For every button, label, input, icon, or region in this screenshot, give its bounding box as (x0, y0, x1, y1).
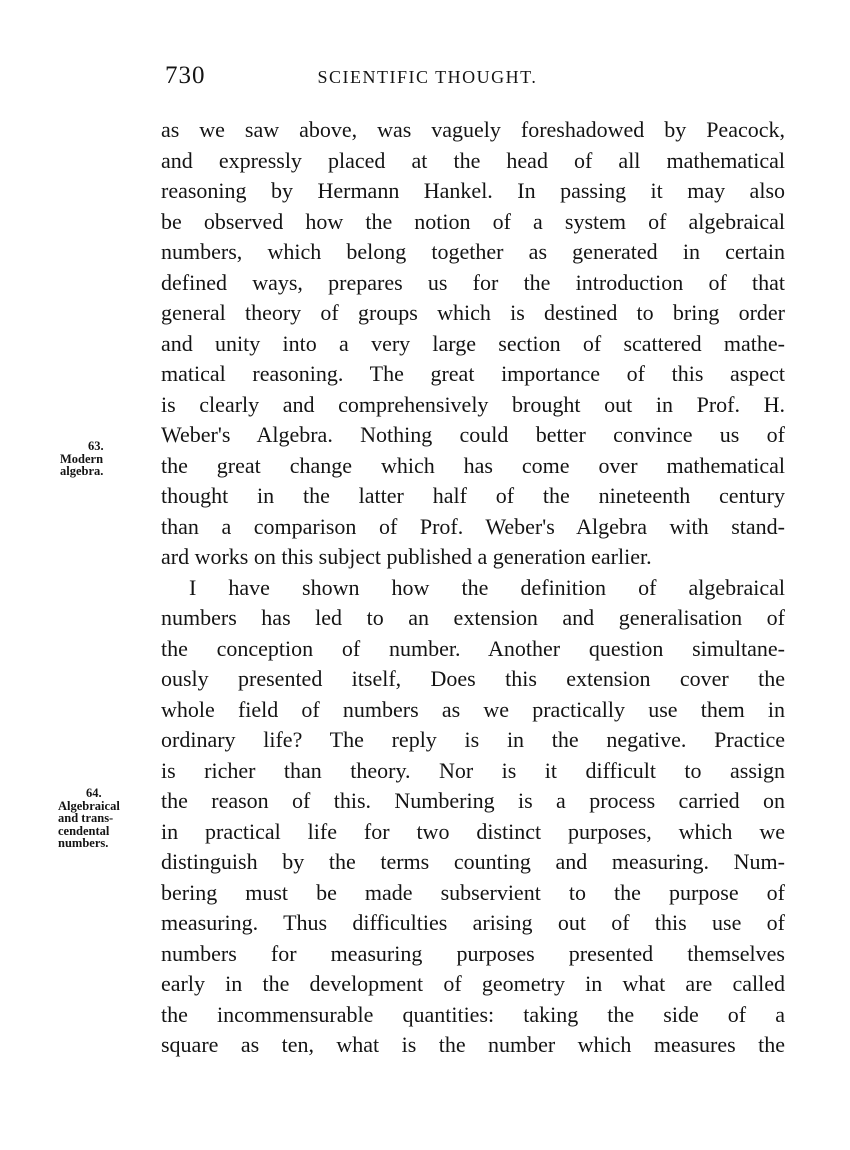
margin-note-line: cendental (58, 823, 110, 838)
text-line: reasoning by Hermann Hankel. In passing it may also (161, 178, 785, 203)
text-line: I have shown how the definition of algebraical (189, 574, 785, 600)
text-line: whole field of numbers as we practically use them in (161, 696, 785, 722)
margin-note-line: algebra. (60, 464, 104, 478)
margin-note-number: 63. (88, 439, 104, 453)
text-line: thought in the latter half of the nineteenth century (161, 483, 785, 508)
text-line: numbers, which belong together as generated in certain (161, 239, 785, 264)
page-number: 730 (165, 62, 206, 89)
text-line: ordinary life? The reply is in the negative. Practice (161, 727, 785, 752)
page-header (165, 62, 665, 96)
margin-note-63 (60, 440, 130, 478)
text-line: as we saw above, was vaguely foreshadowed by Peacock, (161, 117, 785, 142)
margin-note-line: and trans- (58, 811, 114, 825)
margin-note-line: numbers. (58, 836, 109, 850)
text-line: numbers has led to an extension and generalisation of (161, 605, 785, 630)
body-text (161, 115, 785, 1061)
margin-note-line: Algebraical (58, 798, 120, 813)
text-line: and unity into a very large section of scattered mathe- (161, 330, 785, 356)
running-head: SCIENTIFIC THOUGHT. (317, 67, 538, 87)
text-line: distinguish by the terms counting and measuring. Num- (161, 849, 785, 874)
text-line: early in the development of geometry in what are called (161, 971, 785, 996)
text-line: ously presented itself, Does this extension cover the (161, 666, 785, 691)
text-line: is clearly and comprehensively brought out in Prof. H. (161, 391, 785, 417)
text-line: the great change which has come over mathematical (161, 452, 785, 478)
text-line: ard works on this subject published a generation earlier. (161, 544, 652, 569)
margin-note-64 (58, 787, 138, 850)
text-line: the conception of number. Another question simultane- (161, 635, 785, 661)
text-line: the reason of this. Numbering is a process carried on (161, 788, 785, 813)
text-line: in practical life for two distinct purposes, which we (161, 818, 785, 844)
text-line: square as ten, what is the number which measures the (161, 1032, 785, 1057)
text-line: measuring. Thus difficulties arising out of this use of (161, 910, 785, 935)
text-line: and expressly placed at the head of all mathematical (161, 147, 785, 173)
text-line: is richer than theory. Nor is it difficult to assign (161, 757, 785, 783)
margin-note-number: 64. (86, 786, 102, 800)
text-line: matical reasoning. The great importance of this aspect (161, 361, 785, 386)
text-line: than a comparison of Prof. Weber's Algebra with stand- (161, 513, 785, 539)
text-line: the incommensurable quantities: taking the side of a (161, 1001, 785, 1027)
margin-note-line: Modern (60, 451, 104, 466)
text-line: general theory of groups which is destined to bring order (161, 300, 785, 325)
text-line: defined ways, prepares us for the introduction of that (161, 269, 785, 295)
text-line: numbers for measuring purposes presented themselves (161, 940, 785, 966)
text-line: be observed how the notion of a system of algebraical (161, 208, 785, 234)
text-line: bering must be made subservient to the purpose of (161, 879, 785, 905)
text-line: Weber's Algebra. Nothing could better convince us of (161, 422, 785, 447)
